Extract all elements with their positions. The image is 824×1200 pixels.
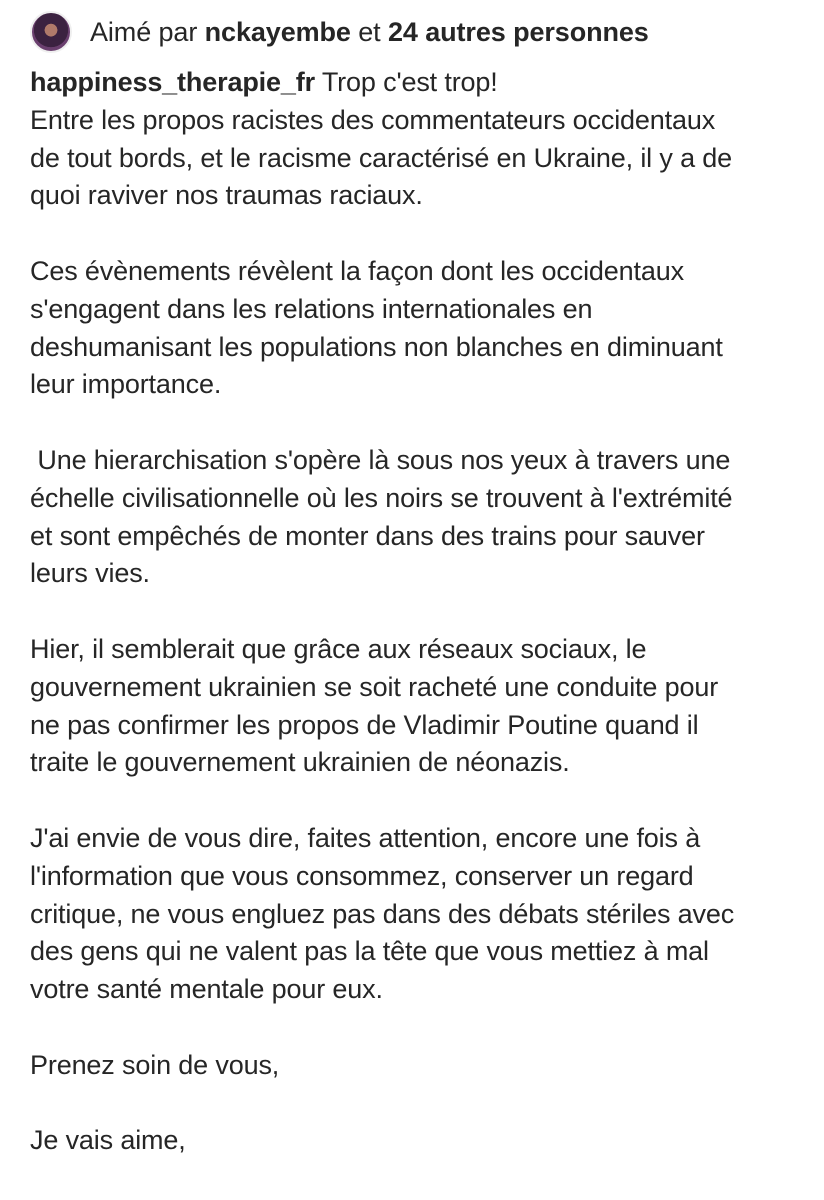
post-caption: [30, 64, 810, 1160]
caption-paragraph-4: Hier, il semblerait que grâce aux réseaux sociaux, le gouvernement ukrainien se soit racheté une conduite pour ne pas confirmer les propos de Vladimir Poutine quand il traite le gouvernement ukrainien de néonazis.: [30, 633, 719, 778]
other-likers-count[interactable]: 24 autres personnes: [388, 17, 649, 47]
caption-paragraph-3: Une hierarchisation s'opère là sous nos yeux à travers une échelle civilisationnelle où les noirs se trouvent à l'extrémité et sont empêchés de monter dans des trains pour sauver leurs vies.: [30, 444, 733, 589]
likes-prefix: Aimé par: [90, 17, 198, 47]
caption-paragraph-6: Prenez soin de vous,: [30, 1049, 280, 1080]
caption-paragraph-1: [30, 64, 810, 215]
liker-avatar[interactable]: [30, 11, 72, 53]
post-username[interactable]: happiness_therapie_fr: [30, 67, 315, 97]
caption-first-line: Trop c'est trop!: [321, 67, 498, 97]
caption-paragraph-2: Ces évènements révèlent la façon dont les occidentaux s'engagent dans les relations internationales en deshumanisant les populations non blanches en diminuant leur importance.: [30, 255, 723, 400]
caption-paragraph-5: J'ai envie de vous dire, faites attention, encore une fois à l'information que vous consommez, conserver un regard critique, ne vous engluez pas dans des débats stériles avec des gens qui ne valent pas la tête que vous mettiez à mal votre santé mentale pour eux.: [30, 822, 735, 1005]
likes-connector: et: [358, 17, 381, 47]
likes-row: [30, 10, 649, 54]
liker-username[interactable]: nckayembe: [204, 17, 351, 47]
likes-summary[interactable]: [90, 10, 649, 54]
caption-paragraph-7: Je vais aime,: [30, 1125, 186, 1156]
caption-paragraph-1-body: Entre les propos racistes des commentateurs occidentaux de tout bords, et le racisme caractérisé en Ukraine, il y a de quoi raviver nos traumas raciaux.: [30, 104, 733, 211]
